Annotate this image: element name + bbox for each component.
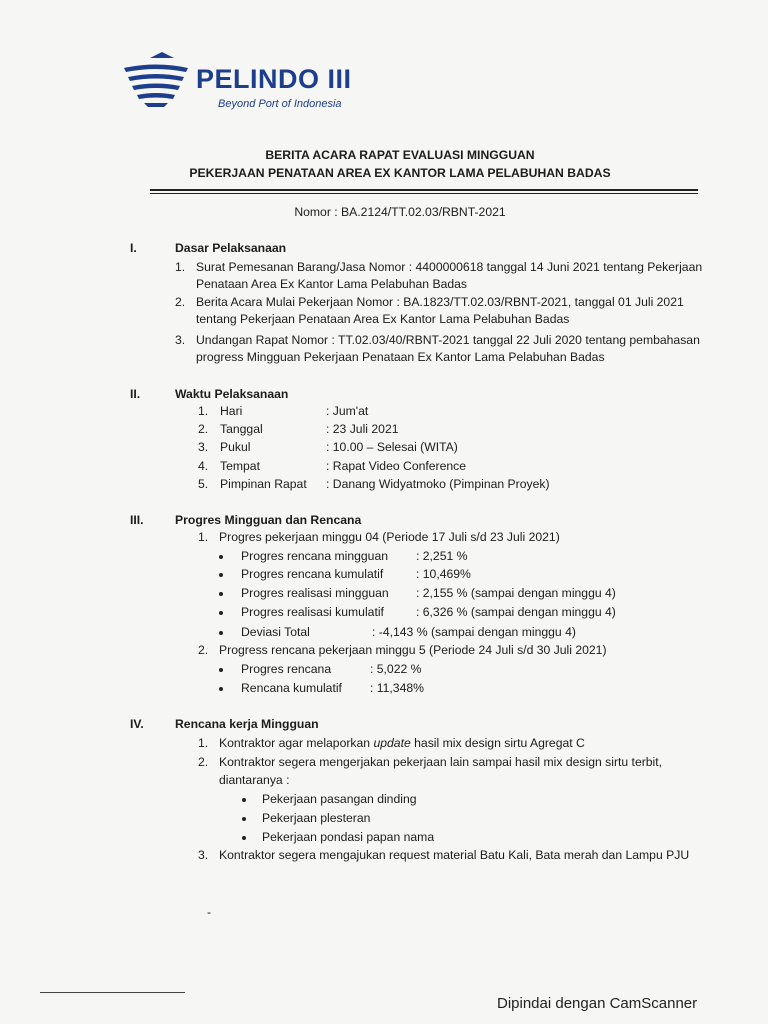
section-2-heading: Waktu Pelaksanaan [175,387,289,401]
sec2-item1-value: : Jum'at [326,404,369,418]
sec3-item2-number: 2. [198,643,209,657]
sec1-item2-number: 2. [175,295,186,309]
pelindo-logo-icon [120,52,192,113]
sec1-item1-line2: Penataan Area Ex Kantor Lama Pelabuhan Badas [196,277,468,291]
sec4-item1-number: 1. [198,736,209,750]
sec2-item3-value: : 10.00 – Selesai (WITA) [326,440,458,454]
section-3-heading: Progres Mingguan dan Rencana [175,513,362,527]
sec2-item3-number: 3. [198,440,209,454]
section-4-number: IV. [130,717,144,731]
document-title-line2: PEKERJAAN PENATAAN AREA EX KANTOR LAMA PELABUHAN BADAS [189,166,611,180]
sec2-item5-label: Pimpinan Rapat [220,477,307,491]
bullet-icon [219,668,223,672]
bullet-icon [242,798,246,802]
sec3-bullet6-value: : 5,022 % [370,662,422,676]
sec3-item1-number: 1. [198,530,209,544]
sec2-item2-value: : 23 Juli 2021 [326,422,399,436]
sec4-item1-text: Kontraktor agar melaporkan update hasil mix design sirtu Agregat C [219,736,585,750]
sec3-bullet1-label: Progres rencana mingguan [241,549,389,563]
sec3-bullet6-label: Progres rencana [241,662,332,676]
sec4-item2-line1: Kontraktor segera mengerjakan pekerjaan lain sampai hasil mix design sirtu terbit, [219,755,663,769]
logo-tagline: Beyond Port of Indonesia [218,98,342,110]
document-number: Nomor : BA.2124/TT.02.03/RBNT-2021 [294,205,506,219]
sec2-item1-label: Hari [220,404,243,418]
sec4-item3-number: 3. [198,848,209,862]
section-4-heading: Rencana kerja Mingguan [175,717,319,731]
sec2-item4-value: : Rapat Video Conference [326,459,467,473]
sec2-item4-number: 4. [198,459,209,473]
sec1-item2-line1: Berita Acara Mulai Pekerjaan Nomor : BA.1823/TT.02.03/RBNT-2021, tanggal 01 Juli 2021 [196,295,684,309]
sec1-item1-line1: Surat Pemesanan Barang/Jasa Nomor : 4400000618 tanggal 14 Juni 2021 tentang Pekerjaan [196,260,703,274]
sec1-item3-line1: Undangan Rapat Nomor : TT.02.03/40/RBNT-2021 tanggal 22 Juli 2020 tentang pembahasan [196,333,700,347]
title-divider-thick [150,189,698,191]
bullet-icon [219,573,223,577]
section-1-number: I. [130,241,137,255]
sec3-bullet3-label: Progres realisasi mingguan [241,586,389,600]
bullet-icon [242,836,246,840]
sec3-bullet1-value: : 2,251 % [416,549,468,563]
sec1-item2-line2: tentang Pekerjaan Penataan Area Ex Kantor Lama Pelabuhan Badas [196,312,570,326]
sec2-item3-label: Pukul [220,440,251,454]
sec3-item2-text: Progress rencana pekerjaan minggu 5 (Periode 24 Juli s/d 30 Juli 2021) [219,643,607,657]
bullet-icon [219,592,223,596]
sec3-bullet3-value: : 2,155 % (sampai dengan minggu 4) [416,586,616,600]
sec2-item2-label: Tanggal [220,422,263,436]
sec4-bullet1: Pekerjaan pasangan dinding [262,792,417,806]
bullet-icon [242,817,246,821]
section-2-number: II. [130,387,141,401]
sec2-item1-number: 1. [198,404,209,418]
sec3-bullet4-label: Progres realisasi kumulatif [241,605,384,619]
stray-dash-mark: - [207,905,212,919]
sec3-bullet4-value: : 6,326 % (sampai dengan minggu 4) [416,605,616,619]
bullet-icon [219,687,223,691]
bullet-icon [219,555,223,559]
sec3-bullet2-value: : 10,469% [416,567,471,581]
bullet-icon [219,631,223,635]
logo-name: PELINDO III [196,64,352,94]
sec4-item3-text: Kontraktor segera mengajukan request material Batu Kali, Bata merah dan Lampu PJU [219,848,690,862]
sec3-bullet2-label: Progres rencana kumulatif [241,567,384,581]
document-title-line1: BERITA ACARA RAPAT EVALUASI MINGGUAN [265,148,535,162]
sec4-item2-number: 2. [198,755,209,769]
sec4-bullet2: Pekerjaan plesteran [262,811,371,825]
sec3-bullet7-value: : 11,348% [370,681,424,695]
sec1-item3-line2: progress Mingguan Pekerjaan Penataan Ex Kantor Lama Pelabuhan Badas [196,350,605,364]
sec4-bullet3: Pekerjaan pondasi papan nama [262,830,435,844]
camscanner-watermark: Dipindai dengan CamScanner [497,995,698,1012]
sec4-item2-line2: diantaranya : [219,773,290,787]
section-3-number: III. [130,513,144,527]
sec3-bullet5-value: : -4,143 % (sampai dengan minggu 4) [372,625,576,639]
sec2-item5-value: : Danang Widyatmoko (Pimpinan Proyek) [326,477,550,491]
sec1-item3-number: 3. [175,333,186,347]
sec2-item4-label: Tempat [220,459,260,473]
sec2-item2-number: 2. [198,422,209,436]
sec3-bullet7-label: Rencana kumulatif [241,681,342,695]
sec1-item1-number: 1. [175,260,186,274]
sec2-item5-number: 5. [198,477,209,491]
bullet-icon [219,611,223,615]
sec3-item1-text: Progres pekerjaan minggu 04 (Periode 17 Juli s/d 23 Juli 2021) [219,530,560,544]
title-divider-thin [150,193,698,194]
footer-rule [40,992,185,993]
sec3-bullet5-label: Deviasi Total [241,625,310,639]
section-1-heading: Dasar Pelaksanaan [175,241,287,255]
